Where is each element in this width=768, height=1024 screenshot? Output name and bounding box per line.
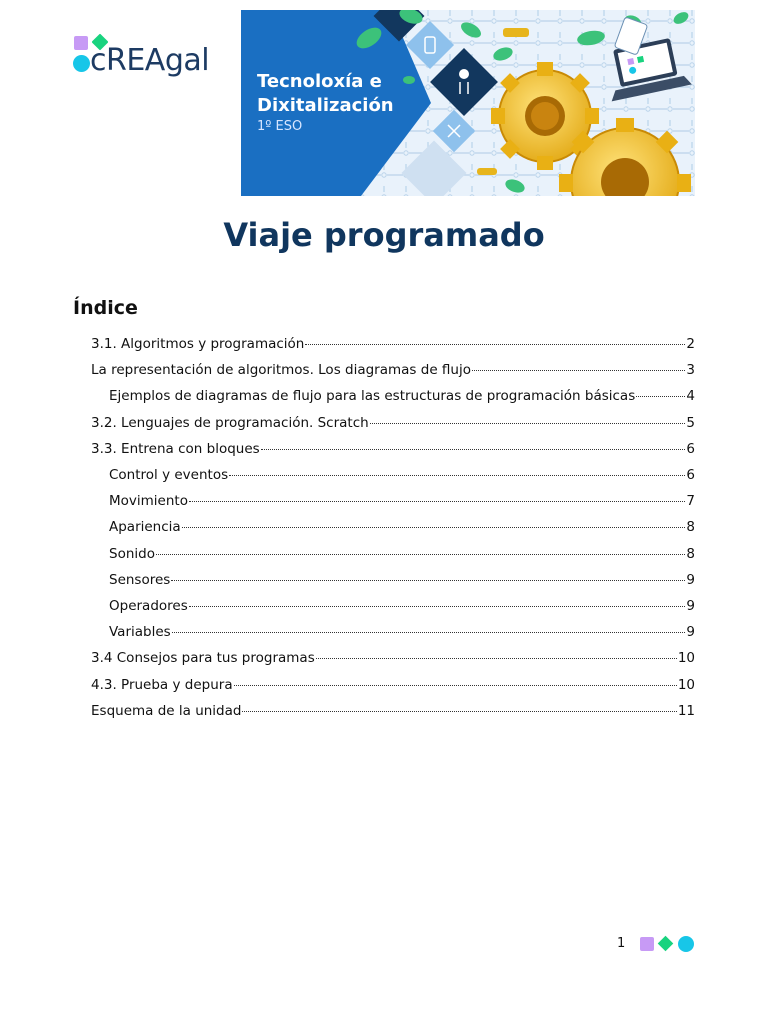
toc-entry[interactable] [91, 336, 695, 362]
toc-entry-text: 3.3. Entrena con bloques [91, 441, 260, 457]
toc-entry-page: 8 [686, 519, 695, 535]
toc-leader-dots [234, 685, 677, 686]
toc-entry-text: 3.2. Lenguajes de programación. Scratch [91, 415, 369, 431]
toc-entry-page: 10 [677, 677, 695, 693]
document-title: Viaje programado [223, 216, 545, 254]
toc-entry-text: Apariencia [109, 519, 181, 535]
toc-leader-dots [472, 370, 685, 371]
toc-entry[interactable] [109, 388, 695, 414]
toc-entry-text: 3.1. Algoritmos y programación [91, 336, 305, 352]
toc-entry-text: Variables [109, 624, 171, 640]
toc-leader-dots [229, 475, 685, 476]
toc-entry-page: 5 [686, 415, 695, 431]
toc-entry-text: Sensores [109, 572, 171, 588]
toc-entry-text: Control y eventos [109, 467, 229, 483]
footer-circle-icon [678, 936, 694, 952]
toc-entry[interactable] [91, 441, 695, 467]
toc-entry-text: Movimiento [109, 493, 188, 509]
toc-entry-page: 9 [686, 624, 695, 640]
toc-entry-page: 11 [677, 703, 695, 719]
toc-leader-dots [242, 711, 676, 712]
footer-diamond-icon [658, 936, 674, 952]
toc-entry-page: 8 [686, 546, 695, 562]
page-number: 1 [617, 936, 626, 951]
toc-entry[interactable] [109, 546, 695, 572]
toc-leader-dots [189, 501, 685, 502]
toc-entry-page: 9 [686, 572, 695, 588]
toc-leader-dots [305, 344, 685, 345]
toc-entry-text: Esquema de la unidad [91, 703, 242, 719]
toc-leader-dots [182, 527, 686, 528]
toc-leader-dots [156, 554, 685, 555]
banner-title-line2: Dixitalización [257, 95, 394, 116]
course-banner [241, 10, 695, 196]
toc-entry-page: 6 [686, 441, 695, 457]
toc-entry[interactable] [109, 467, 695, 493]
toc-leader-dots [189, 606, 686, 607]
banner-title-line1: Tecnoloxía e [257, 71, 382, 92]
toc-heading: Índice [73, 297, 138, 319]
toc-leader-dots [261, 449, 686, 450]
toc-leader-dots [370, 423, 686, 424]
banner-title [257, 70, 394, 118]
toc-entry[interactable] [109, 519, 695, 545]
toc-entry[interactable] [91, 415, 695, 441]
toc-entry-page: 10 [677, 650, 695, 666]
logo-text: cREAgal [90, 43, 210, 78]
toc-entry[interactable] [91, 362, 695, 388]
toc-entry-page: 2 [686, 336, 695, 352]
banner-subtitle: 1º ESO [257, 119, 303, 134]
toc-entry[interactable] [109, 598, 695, 624]
toc-entry-page: 7 [686, 493, 695, 509]
toc-entry-page: 4 [686, 388, 695, 404]
toc-entry-page: 3 [686, 362, 695, 378]
toc-entry-text: Ejemplos de diagramas de flujo para las estructuras de programación básicas [109, 388, 636, 404]
toc-leader-dots [171, 580, 685, 581]
toc-entry-text: La representación de algoritmos. Los diagramas de flujo [91, 362, 471, 378]
footer-square-icon [640, 937, 654, 951]
toc-entry-text: Sonido [109, 546, 155, 562]
creagal-logo [72, 34, 232, 84]
logo-circle-icon [73, 55, 90, 72]
toc-entry[interactable] [91, 703, 695, 729]
toc-entry[interactable] [109, 624, 695, 650]
toc-entry[interactable] [109, 493, 695, 519]
toc-leader-dots [316, 658, 677, 659]
toc-entry-text: Operadores [109, 598, 188, 614]
toc-entry-text: 4.3. Prueba y depura [91, 677, 233, 693]
toc-entry-text: 3.4 Consejos para tus programas [91, 650, 315, 666]
toc-leader-dots [636, 396, 685, 397]
toc-entry[interactable] [109, 572, 695, 598]
logo-square-icon [74, 36, 88, 50]
toc-entry[interactable] [91, 650, 695, 676]
toc-leader-dots [172, 632, 686, 633]
toc-entry[interactable] [91, 677, 695, 703]
toc-entry-page: 6 [686, 467, 695, 483]
toc-entry-page: 9 [686, 598, 695, 614]
